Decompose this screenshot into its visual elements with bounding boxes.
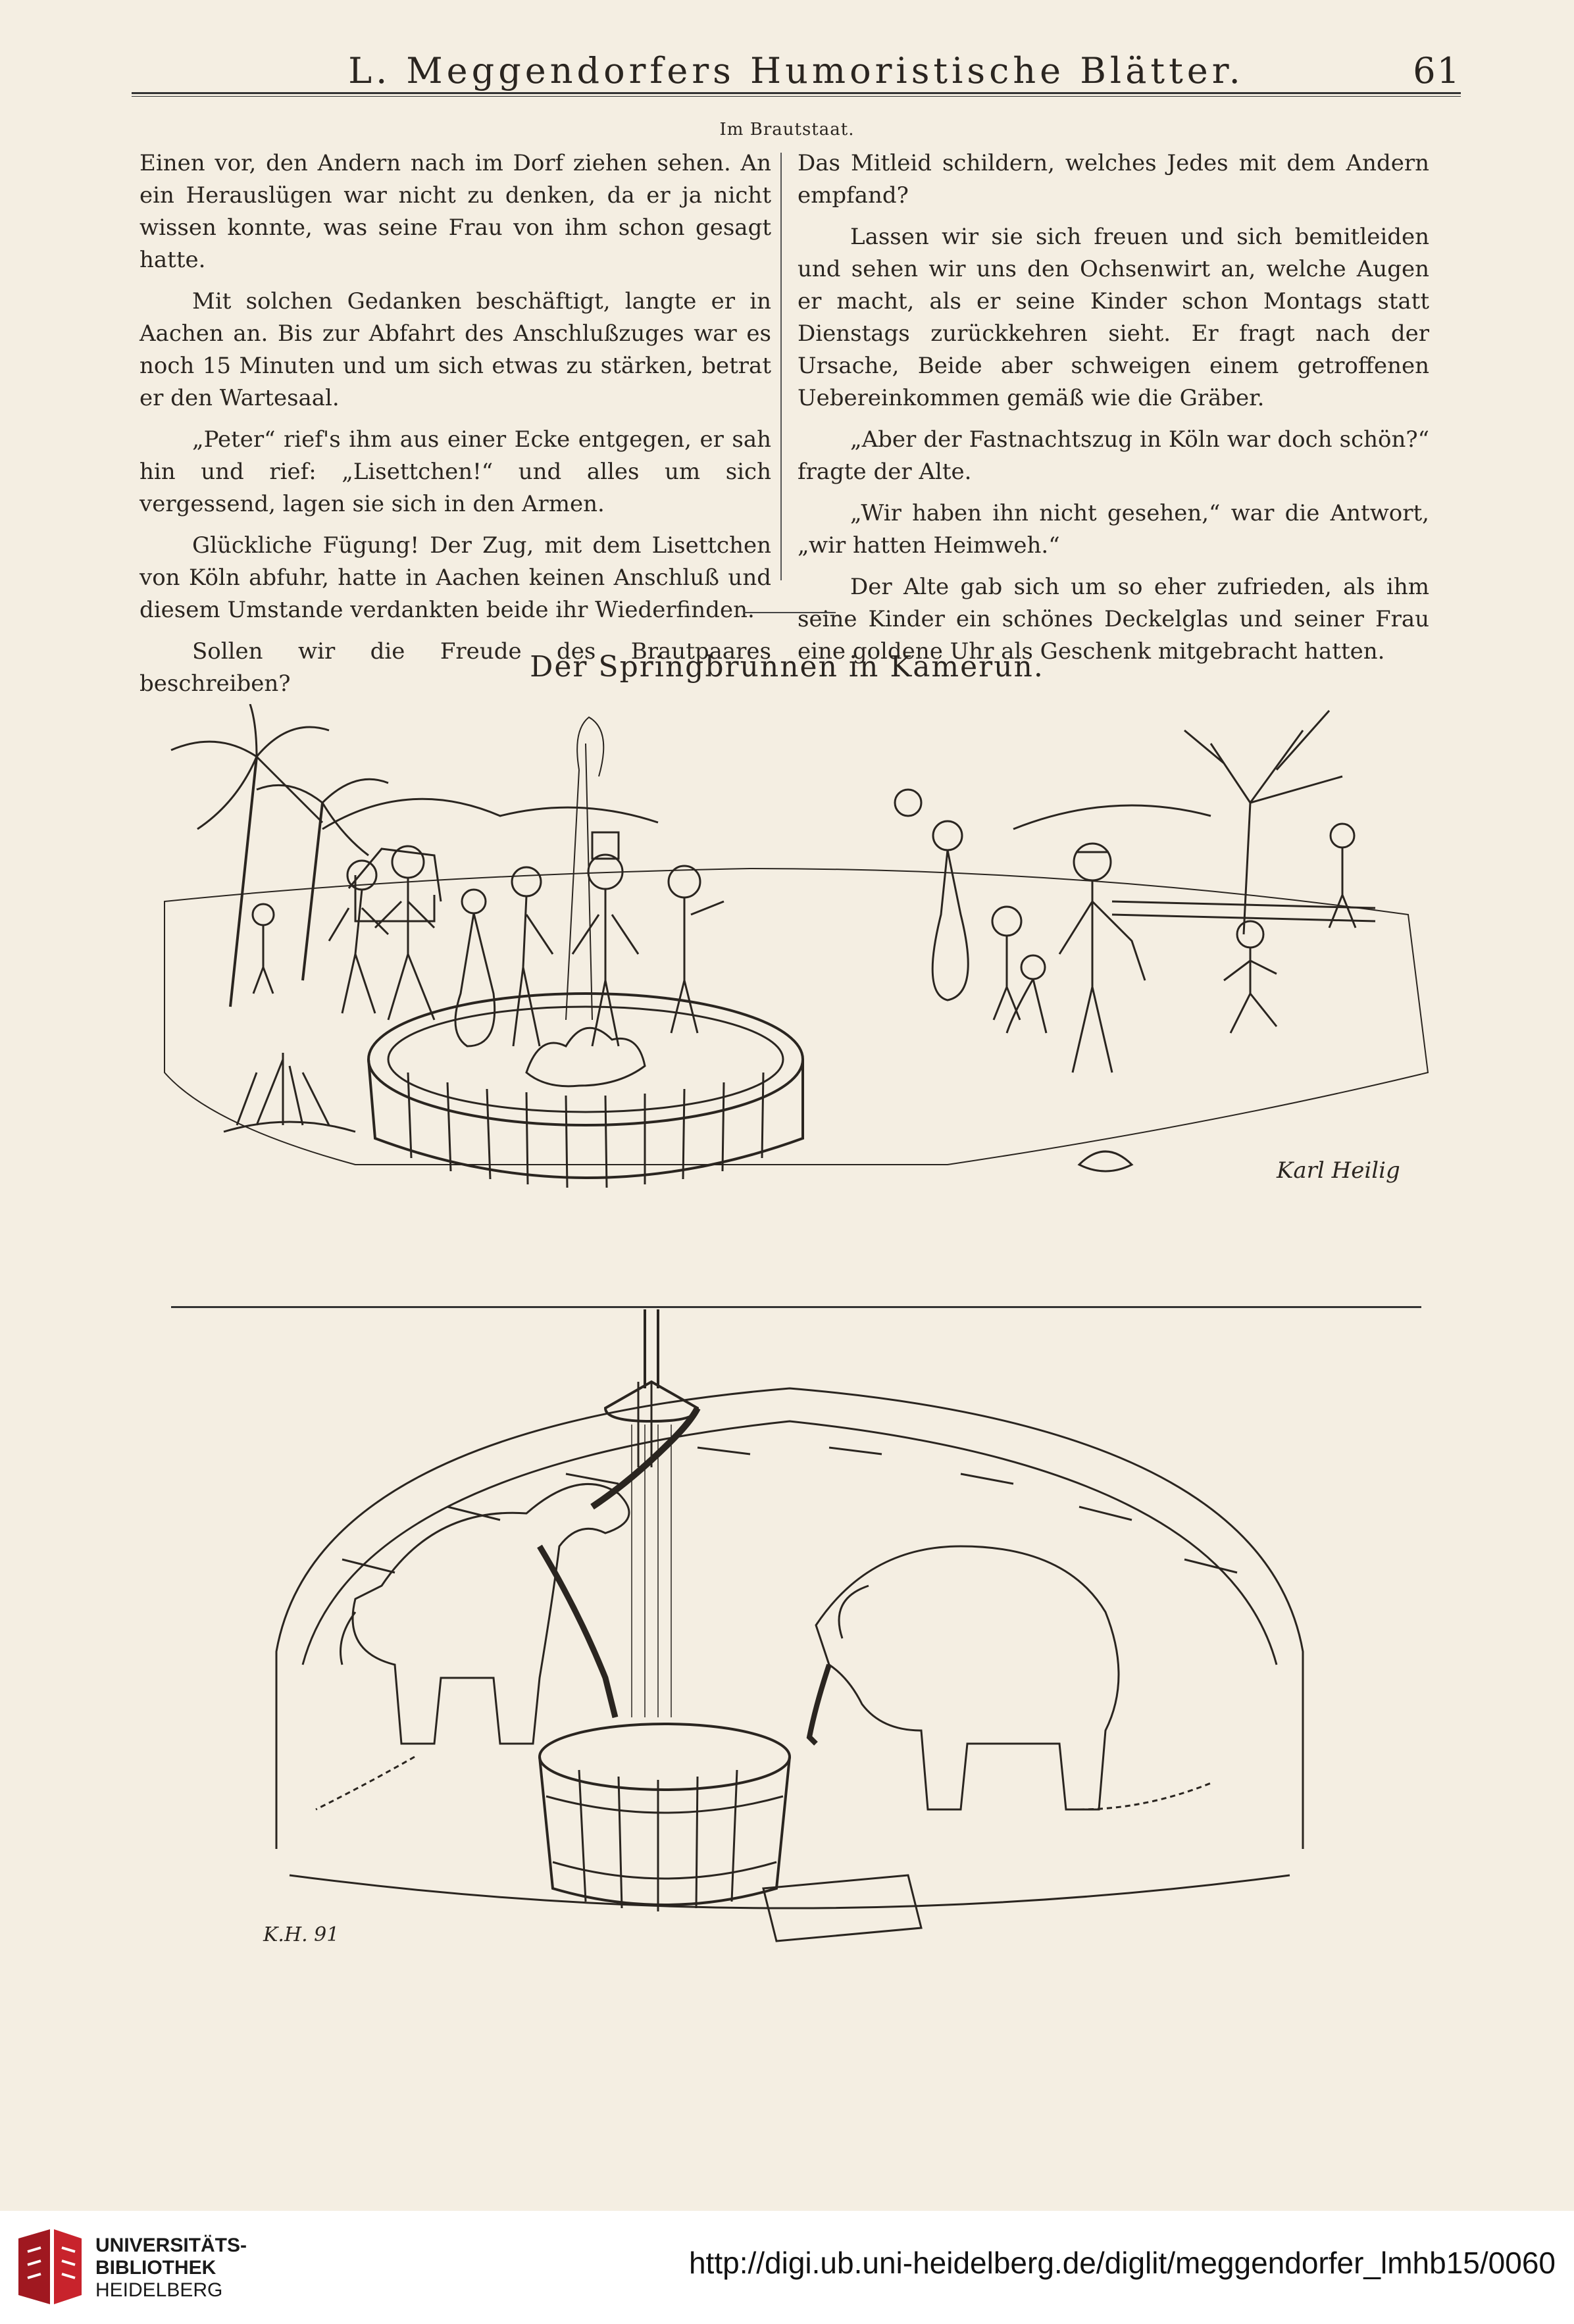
paragraph: Sollen wir die Freude des Brautpaares beschreiben?	[140, 638, 771, 697]
fountain-illustration	[158, 704, 1441, 1296]
library-name-line: HEIDELBERG	[95, 2279, 223, 2301]
paragraph: Mit solchen Gedanken beschäftigt, langte er in Aachen an. Bis zur Abfahrt des Anschlußzuges war es noch 15 Minuten und um sich etwas zu stärken, betrat er den Wartesaal.	[140, 288, 771, 411]
paragraph: Das Mitleid schildern, welches Jedes mit dem Andern empfand?	[798, 150, 1429, 209]
paragraph: Einen vor, den Andern nach im Dorf ziehen sehen. An ein Herauslügen war nicht zu denken, da er ja nicht wissen konnte, was seine Frau von ihm schon gesagt hatte.	[140, 150, 771, 273]
page-number: 61	[1413, 50, 1461, 91]
library-name-line: BIBLIOTHEK	[95, 2257, 216, 2279]
illustration-divider	[171, 1306, 1421, 1308]
paragraph: Glückliche Fügung! Der Zug, mit dem Lisettchen von Köln abfuhr, hatte in Aachen keinen Anschluß und diesem Umstande verdankten beide ihr Wiederfinden.	[140, 532, 771, 623]
illustration-signature: Karl Heilig	[1277, 1157, 1400, 1184]
source-url-link[interactable]: http://digi.ub.uni-heidelberg.de/diglit/meggendorfer_lmhb15/0060	[688, 2246, 1556, 2280]
library-footer	[0, 2211, 1574, 2324]
page-header	[132, 47, 1461, 93]
paragraph: Lassen wir sie sich freuen und sich bemitleiden und sehen wir uns den Ochsenwirt an, welche Augen er macht, als er seine Kinder schon Montags statt Dienstags zurückkehren sieht. Er fragt nach der Ursache, Beide aber schweigen einem getroffenen Uebereinkommen gemäß wie die Gräber.	[798, 224, 1429, 411]
column-divider	[780, 153, 782, 580]
library-name	[95, 2235, 247, 2302]
header-rule	[132, 92, 1461, 94]
paragraph: „Peter“ rief's ihm aus einer Ecke entgegen, er sah hin und rief: „Lisettchen!“ und alles um sich vergessend, lagen sie sich in den Armen.	[140, 426, 771, 517]
header-rule-thin	[132, 96, 1461, 97]
left-text-column	[140, 147, 771, 709]
illustration-initials: K.H. 91	[263, 1923, 340, 1946]
section-separator	[744, 612, 836, 613]
illustration-title: Der Springbrunnen in Kamerun.	[530, 650, 1044, 684]
paragraph: „Aber der Fastnachtszug in Köln war doch schön?“ fragte der Alte.	[798, 426, 1429, 485]
elephants-illustration	[237, 1309, 1342, 1967]
paragraph: Der Alte gab sich um so eher zufrieden, als ihm seine Kinder ein schönes Deckelglas und seiner Frau eine goldene Uhr als Geschenk mitgebracht hatten.	[798, 574, 1429, 665]
periodical-title: L. Meggendorfers Humoristische Blätter.	[348, 49, 1244, 91]
university-library-logo-icon	[14, 2225, 86, 2308]
article-section-title: Im Brautstaat.	[719, 120, 855, 139]
right-text-column	[798, 147, 1429, 677]
paragraph: „Wir haben ihn nicht gesehen,“ war die Antwort, „wir hatten Heimweh.“	[798, 500, 1429, 559]
library-name-line: UNIVERSITÄTS-	[95, 2235, 247, 2256]
